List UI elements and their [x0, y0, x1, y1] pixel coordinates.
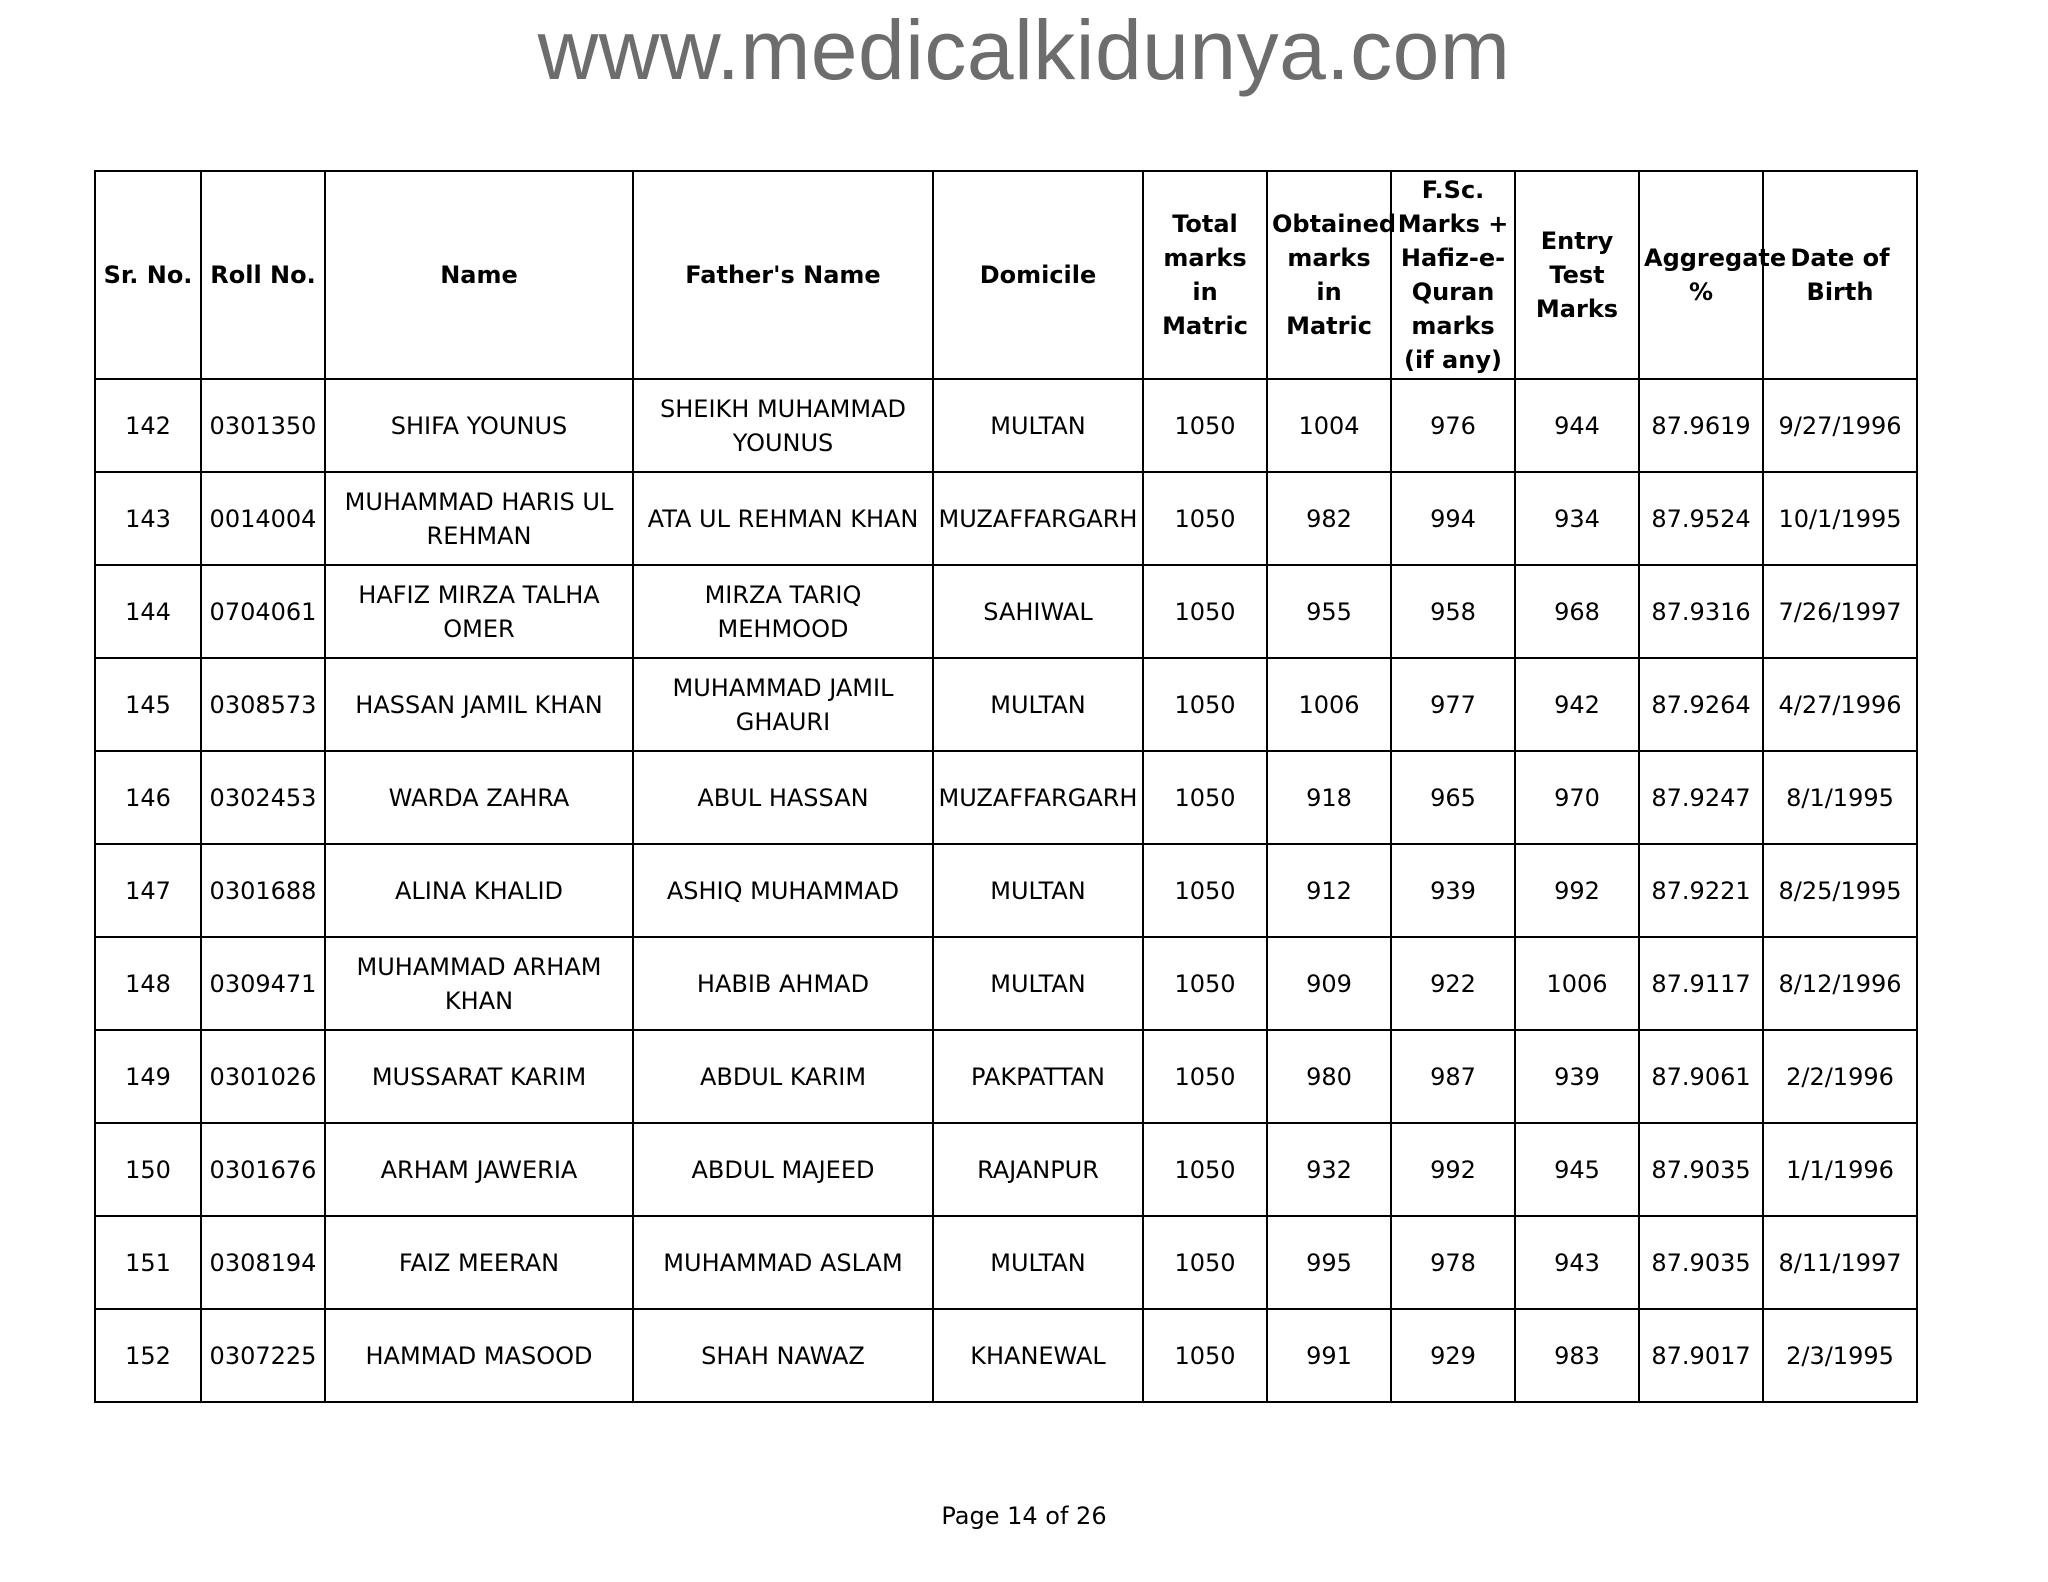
cell-name: ALINA KHALID	[325, 844, 633, 937]
cell-fathers-name: SHEIKH MUHAMMAD YOUNUS	[633, 379, 933, 472]
cell-entry-test: 944	[1515, 379, 1639, 472]
cell-obtained-matric: 980	[1267, 1030, 1391, 1123]
cell-entry-test: 968	[1515, 565, 1639, 658]
cell-dob: 8/11/1997	[1763, 1216, 1917, 1309]
col-header-roll-no: Roll No.	[201, 171, 325, 379]
cell-entry-test: 970	[1515, 751, 1639, 844]
cell-fsc-marks: 977	[1391, 658, 1515, 751]
cell-aggregate: 87.9316	[1639, 565, 1763, 658]
col-header-name: Name	[325, 171, 633, 379]
cell-dob: 4/27/1996	[1763, 658, 1917, 751]
cell-fathers-name: ABUL HASSAN	[633, 751, 933, 844]
cell-aggregate: 87.9061	[1639, 1030, 1763, 1123]
cell-sr-no: 151	[95, 1216, 201, 1309]
table-row	[95, 937, 1917, 1030]
cell-domicile: MULTAN	[933, 379, 1143, 472]
cell-total-matric: 1050	[1143, 751, 1267, 844]
cell-name: HAFIZ MIRZA TALHA OMER	[325, 565, 633, 658]
cell-sr-no: 143	[95, 472, 201, 565]
cell-entry-test: 945	[1515, 1123, 1639, 1216]
cell-sr-no: 142	[95, 379, 201, 472]
cell-obtained-matric: 1004	[1267, 379, 1391, 472]
cell-aggregate: 87.9264	[1639, 658, 1763, 751]
cell-aggregate: 87.9035	[1639, 1123, 1763, 1216]
cell-fsc-marks: 978	[1391, 1216, 1515, 1309]
cell-name: MUSSARAT KARIM	[325, 1030, 633, 1123]
cell-fathers-name: SHAH NAWAZ	[633, 1309, 933, 1402]
cell-sr-no: 148	[95, 937, 201, 1030]
cell-total-matric: 1050	[1143, 565, 1267, 658]
cell-fsc-marks: 965	[1391, 751, 1515, 844]
cell-obtained-matric: 932	[1267, 1123, 1391, 1216]
cell-domicile: MUZAFFARGARH	[933, 751, 1143, 844]
cell-fathers-name: MIRZA TARIQ MEHMOOD	[633, 565, 933, 658]
cell-fsc-marks: 987	[1391, 1030, 1515, 1123]
cell-fsc-marks: 994	[1391, 472, 1515, 565]
cell-fathers-name: MUHAMMAD ASLAM	[633, 1216, 933, 1309]
cell-domicile: MULTAN	[933, 658, 1143, 751]
cell-obtained-matric: 912	[1267, 844, 1391, 937]
table-body	[95, 379, 1917, 1402]
cell-dob: 2/2/1996	[1763, 1030, 1917, 1123]
cell-dob: 8/1/1995	[1763, 751, 1917, 844]
table-header-row	[95, 171, 1917, 379]
cell-obtained-matric: 955	[1267, 565, 1391, 658]
col-header-fsc-marks: F.Sc. Marks + Hafiz-e-Quran marks (if any)	[1391, 171, 1515, 379]
cell-sr-no: 152	[95, 1309, 201, 1402]
cell-sr-no: 147	[95, 844, 201, 937]
cell-domicile: MULTAN	[933, 937, 1143, 1030]
col-header-aggregate: Aggregate %	[1639, 171, 1763, 379]
cell-name: HASSAN JAMIL KHAN	[325, 658, 633, 751]
merit-list-table	[94, 170, 1918, 1403]
cell-roll-no: 0301688	[201, 844, 325, 937]
cell-roll-no: 0301676	[201, 1123, 325, 1216]
cell-name: WARDA ZAHRA	[325, 751, 633, 844]
cell-fathers-name: ASHIQ MUHAMMAD	[633, 844, 933, 937]
col-header-total-matric: Total marks in Matric	[1143, 171, 1267, 379]
cell-sr-no: 145	[95, 658, 201, 751]
cell-total-matric: 1050	[1143, 1216, 1267, 1309]
cell-dob: 10/1/1995	[1763, 472, 1917, 565]
cell-entry-test: 943	[1515, 1216, 1639, 1309]
cell-aggregate: 87.9619	[1639, 379, 1763, 472]
cell-obtained-matric: 1006	[1267, 658, 1391, 751]
cell-entry-test: 942	[1515, 658, 1639, 751]
cell-entry-test: 934	[1515, 472, 1639, 565]
col-header-dob: Date of Birth	[1763, 171, 1917, 379]
cell-fathers-name: MUHAMMAD JAMIL GHAURI	[633, 658, 933, 751]
table-row	[95, 1309, 1917, 1402]
page-number: Page 14 of 26	[941, 1502, 1107, 1530]
col-header-fathers-name: Father's Name	[633, 171, 933, 379]
cell-dob: 7/26/1997	[1763, 565, 1917, 658]
cell-domicile: MULTAN	[933, 844, 1143, 937]
cell-aggregate: 87.9221	[1639, 844, 1763, 937]
cell-total-matric: 1050	[1143, 472, 1267, 565]
cell-fsc-marks: 922	[1391, 937, 1515, 1030]
cell-dob: 8/12/1996	[1763, 937, 1917, 1030]
table-row	[95, 658, 1917, 751]
cell-roll-no: 0307225	[201, 1309, 325, 1402]
cell-fsc-marks: 958	[1391, 565, 1515, 658]
cell-roll-no: 0308194	[201, 1216, 325, 1309]
cell-sr-no: 144	[95, 565, 201, 658]
cell-fathers-name: ATA UL REHMAN KHAN	[633, 472, 933, 565]
cell-fathers-name: ABDUL KARIM	[633, 1030, 933, 1123]
col-header-obtained-matric: Obtained marks in Matric	[1267, 171, 1391, 379]
cell-dob: 8/25/1995	[1763, 844, 1917, 937]
cell-sr-no: 149	[95, 1030, 201, 1123]
cell-entry-test: 983	[1515, 1309, 1639, 1402]
cell-domicile: KHANEWAL	[933, 1309, 1143, 1402]
cell-domicile: MUZAFFARGARH	[933, 472, 1143, 565]
cell-dob: 2/3/1995	[1763, 1309, 1917, 1402]
cell-obtained-matric: 982	[1267, 472, 1391, 565]
cell-aggregate: 87.9035	[1639, 1216, 1763, 1309]
cell-aggregate: 87.9117	[1639, 937, 1763, 1030]
cell-dob: 1/1/1996	[1763, 1123, 1917, 1216]
cell-sr-no: 146	[95, 751, 201, 844]
cell-domicile: MULTAN	[933, 1216, 1143, 1309]
cell-roll-no: 0302453	[201, 751, 325, 844]
cell-total-matric: 1050	[1143, 658, 1267, 751]
cell-fsc-marks: 976	[1391, 379, 1515, 472]
site-url-header: www.medicalkidunya.com	[537, 3, 1511, 97]
cell-fsc-marks: 992	[1391, 1123, 1515, 1216]
cell-name: MUHAMMAD HARIS UL REHMAN	[325, 472, 633, 565]
cell-entry-test: 1006	[1515, 937, 1639, 1030]
cell-roll-no: 0301350	[201, 379, 325, 472]
table-row	[95, 1123, 1917, 1216]
table-row	[95, 565, 1917, 658]
cell-sr-no: 150	[95, 1123, 201, 1216]
cell-aggregate: 87.9017	[1639, 1309, 1763, 1402]
cell-roll-no: 0309471	[201, 937, 325, 1030]
cell-domicile: PAKPATTAN	[933, 1030, 1143, 1123]
cell-total-matric: 1050	[1143, 844, 1267, 937]
cell-roll-no: 0301026	[201, 1030, 325, 1123]
cell-fsc-marks: 929	[1391, 1309, 1515, 1402]
table-row	[95, 1216, 1917, 1309]
cell-name: SHIFA YOUNUS	[325, 379, 633, 472]
cell-name: MUHAMMAD ARHAM KHAN	[325, 937, 633, 1030]
cell-roll-no: 0014004	[201, 472, 325, 565]
cell-obtained-matric: 991	[1267, 1309, 1391, 1402]
table-row	[95, 379, 1917, 472]
cell-total-matric: 1050	[1143, 937, 1267, 1030]
cell-total-matric: 1050	[1143, 1309, 1267, 1402]
table-row	[95, 844, 1917, 937]
cell-name: FAIZ MEERAN	[325, 1216, 633, 1309]
cell-entry-test: 939	[1515, 1030, 1639, 1123]
col-header-domicile: Domicile	[933, 171, 1143, 379]
cell-fsc-marks: 939	[1391, 844, 1515, 937]
cell-aggregate: 87.9524	[1639, 472, 1763, 565]
table-row	[95, 1030, 1917, 1123]
cell-obtained-matric: 909	[1267, 937, 1391, 1030]
cell-obtained-matric: 995	[1267, 1216, 1391, 1309]
cell-domicile: SAHIWAL	[933, 565, 1143, 658]
cell-obtained-matric: 918	[1267, 751, 1391, 844]
cell-domicile: RAJANPUR	[933, 1123, 1143, 1216]
col-header-sr-no: Sr. No.	[95, 171, 201, 379]
cell-total-matric: 1050	[1143, 1030, 1267, 1123]
cell-name: ARHAM JAWERIA	[325, 1123, 633, 1216]
cell-fathers-name: HABIB AHMAD	[633, 937, 933, 1030]
cell-fathers-name: ABDUL MAJEED	[633, 1123, 933, 1216]
cell-name: HAMMAD MASOOD	[325, 1309, 633, 1402]
cell-dob: 9/27/1996	[1763, 379, 1917, 472]
cell-entry-test: 992	[1515, 844, 1639, 937]
cell-total-matric: 1050	[1143, 1123, 1267, 1216]
col-header-entry-test: Entry Test Marks	[1515, 171, 1639, 379]
cell-roll-no: 0704061	[201, 565, 325, 658]
table-row	[95, 751, 1917, 844]
cell-total-matric: 1050	[1143, 379, 1267, 472]
cell-roll-no: 0308573	[201, 658, 325, 751]
table-row	[95, 472, 1917, 565]
cell-aggregate: 87.9247	[1639, 751, 1763, 844]
